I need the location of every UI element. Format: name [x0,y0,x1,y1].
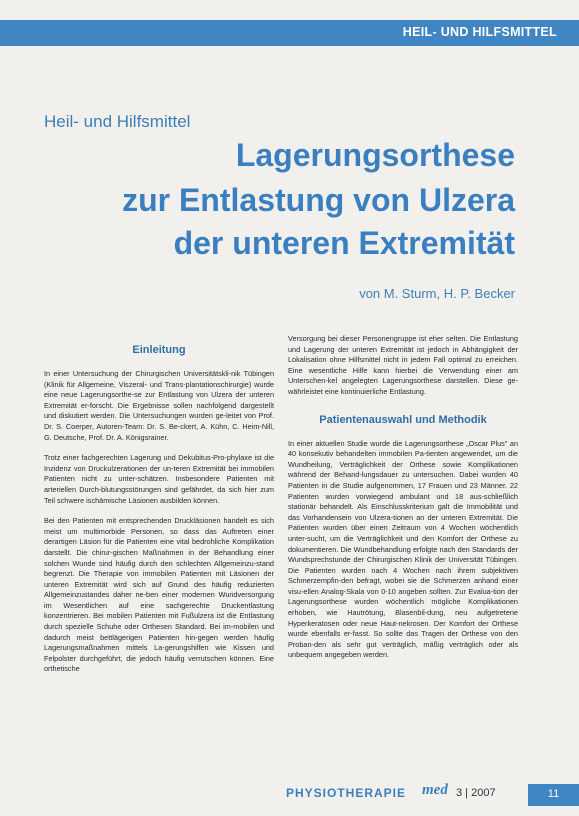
left-column [44,330,274,685]
page-number-box [528,784,579,806]
body-paragraph: In einer aktuellen Studie wurde die Lagerungsorthese „Oscar Plus" an 40 konsekutiv behandelten immobilen Pa-tienten angewendet, um die Wundheilung, Verträglichkeit der Orthese sowie Komplikationen während der Behand-lungsdauer zu untersuchen. Dabei wurden 40 Patienten in die Studie aufgenommen, 17 Frauen und 23 Männer. 22 Patienten wurden vorwiegend ambulant und 18 aus-schließlich stationär behandelt. Als Einschlusskriterium galt die Immobilität und das Vorhandensein von Ulzera-tionen an der unteren Extremität. Die Patienten wurden über einen Zeitraum von 4 Wochen wöchentlich unter-sucht, um die Verträglichkeit und den Komfort der Orthese zu dokumentieren. Die Wundbehandlung erfolgte nach den Standards der Wundsprechstunde der Chirurgischen Klinik der Universität Tübingen. Die Patienten wurden nach 4 Wochen nach ihrem subjektiven Schmerzempfin-den befragt, wobei sie die Schmerzen anhand einer visu-ellen Analog-Skala von 0-10 angeben sollten. Zur Evalua-tion der Lagerungsorthese wurden wöchentlich mögliche Komplikationen erhoben, wie Hautrötung, Blasenbil-dung, neu aufgetretene Hyperkeratosen oder neue Haut-nekrosen. Der Komfort der Orthese wurde ebenfalls er-fasst. So sollte das Tragen der Orthese von den Proban-den als sehr gut verträglich, mäßig verträglich oder als unbequem angegeben werden. [288,438,518,660]
body-paragraph: Bei den Patienten mit entsprechenden Druckläsionen handelt es sich meist um multimorbide Personen, so dass das Auftreten einer derartigen Läsion für die Patienten eine vital bedrohliche Komplikation darstellt. Die chirur-gischen Maßnahmen in der Behandlung einer solchen Wunde sind häufig durch den schlechten Allgemeinzu-stand begrenzt. Die Therapie von immobilen Patienten mit Läsionen der unteren Extremität wird sich auf Grund des häufig reduzierten Allgemeinzustandes daher ne-ben einer modernen Wundversorgung im Wesentlichen auf eine sachgerechte Druckentlastung konzentrieren. Bei mobilen Patienten mit Fußulzera ist die Entlastung durch spezielle Schuhe oder Orthesen Standard. Bei im-mobilen und dadurch meist bettlägerigen Patienten hin-gegen werden häufig Lagerungsmaßnahmen mittels La-gerungshilfen wie Kissen und Felpolster durchgeführt, die jedoch häufig verrutschen können. Eine orthetische [44,516,274,674]
article-title-line-1: Lagerungsorthese [235,137,515,173]
journal-name: PHYSIOTHERAPIE [286,786,407,800]
article-title-line-3: der unteren Extremität [173,225,515,261]
page-footer [0,784,579,806]
section-heading-einleitung: Einleitung [132,344,186,356]
body-paragraph: Versorgung bei dieser Personengruppe ist eher selten. Die Entlastung und Lagerung der unteren Extremität ist jedoch in Abhängigkeit der Lokalisation ohne Hilfsmittel nicht in jedem Fall optimal zu erreichen. Eine wesentliche Hilfe kann hierbei die Verwendung einer am Unterschen-kel angelegten Lagerungsorthese darstellen. Diese ge-währleistet eine kontinuierliche Entlastung. [288,334,518,396]
section-label: HEIL- UND HILFSMITTEL [402,25,557,39]
section-heading-methodik: Patientenauswahl und Methodik [319,413,487,426]
section-header-bar [0,20,579,46]
body-paragraph: In einer Untersuchung der Chirurgischen Universitätskli-nik Tübingen (Klinik für Allgemeine, Viszeral- und Trans-plantationschirurgie) wurde eine neue Lagerungsorthe-se zur Entlastung von Ulzera der unteren Extremität er-forscht. Die Ergebnisse sollen nachfolgend dargestellt und diskutiert werden. Die Untersuchungen wurden ge-leitet von Prof. Dr. S. Coerper, Autoren-Team: Dr. S. Be-ckert, A. Kühn, C. Heim-Nill, G. Deutsche, Prof. Dr. A. Königsrainer. [44,369,274,442]
page-number: 11 [547,788,560,800]
body-paragraph: Trotz einer fachgerechten Lagerung und Dekubitus-Pro-phylaxe ist die Inzidenz von Druckulzerationen der un-teren Extremität bei immobilen Patienten nicht zu unter-schätzen. Insbesondere Patienten mit arteriellen Durch-blutungsstörungen sind gefährdet, da sich hier zum Teil schwere ischämische Läsionen ausbilden können. [44,453,274,505]
issue-number: 3 | 2007 [456,787,496,799]
article-authors: von M. Sturm, H. P. Becker [359,286,515,301]
journal-logo-script: med [422,782,448,798]
right-column [288,334,518,671]
article-title-line-2: zur Entlastung von Ulzera [122,182,515,218]
article-kicker: Heil- und Hilfsmittel [44,112,191,131]
